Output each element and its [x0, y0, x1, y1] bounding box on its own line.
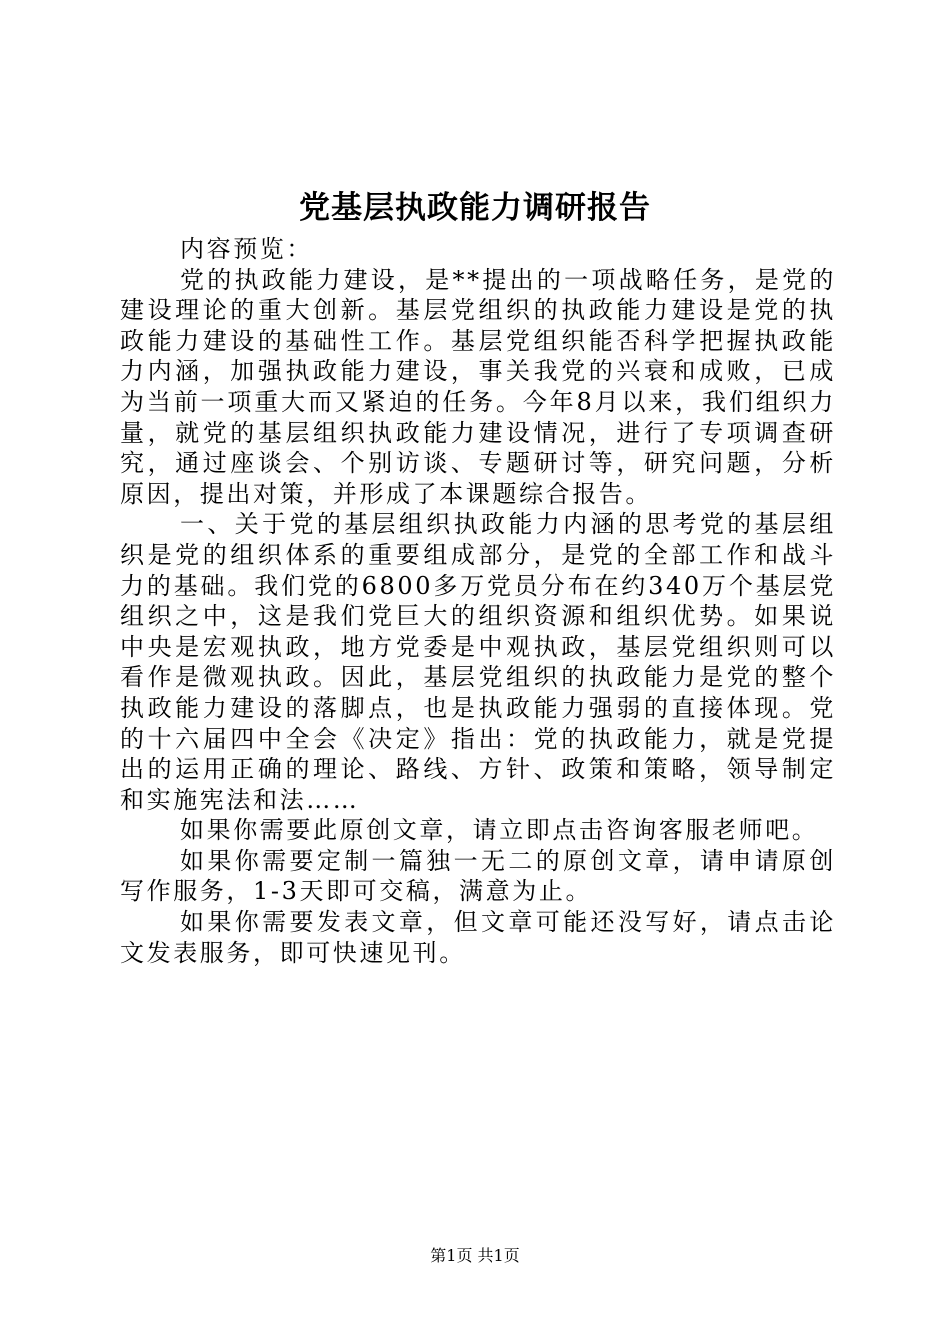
custom-writing-paragraph: 如果你需要定制一篇独一无二的原创文章，请申请原创写作服务，1-3天即可交稿，满意为止。 — [120, 846, 836, 906]
document-body — [120, 234, 836, 968]
section-one-paragraph: 一、关于党的基层组织执政能力内涵的思考党的基层组织是党的组织体系的重要组成部分，是党的全部工作和战斗力的基础。我们党的6800多万党员分布在约340万个基层党组织之中，这是我们党巨大的组织资源和组织优势。如果说中央是宏观执政，地方党委是中观执政，基层党组织则可以看作是微观执政。因此，基层党组织的执政能力是党的整个执政能力建设的落脚点，也是执政能力强弱的直接体现。党的十六届四中全会《决定》指出：党的执政能力，就是党提出的运用正确的理论、路线、方针、政策和策略，领导制定和实施宪法和法…… — [120, 510, 836, 814]
page-footer: 第1页 共1页 — [430, 1246, 520, 1265]
publish-service-paragraph: 如果你需要发表文章，但文章可能还没写好，请点击论文发表服务，即可快速见刊。 — [120, 908, 836, 967]
intro-paragraph: 党的执政能力建设，是**提出的一项战略任务，是党的建设理论的重大创新。基层党组织的执政能力建设是党的执政能力建设的基础性工作。基层党组织能否科学把握执政能力内涵，加强执政能力建设，事关我党的兴衰和成败，已成为当前一项重大而又紧迫的任务。今年8月以来，我们组织力量，就党的基层组织执政能力建设情况，进行了专项调查研究，通过座谈会、个别访谈、专题研讨等，研究问题，分析原因，提出对策，并形成了本课题综合报告。 — [120, 265, 836, 508]
preview-label: 内容预览： — [180, 235, 313, 263]
document-title: 党基层执政能力调研报告 — [299, 190, 651, 226]
consult-service-paragraph: 如果你需要此原创文章，请立即点击咨询客服老师吧。 — [180, 816, 819, 845]
